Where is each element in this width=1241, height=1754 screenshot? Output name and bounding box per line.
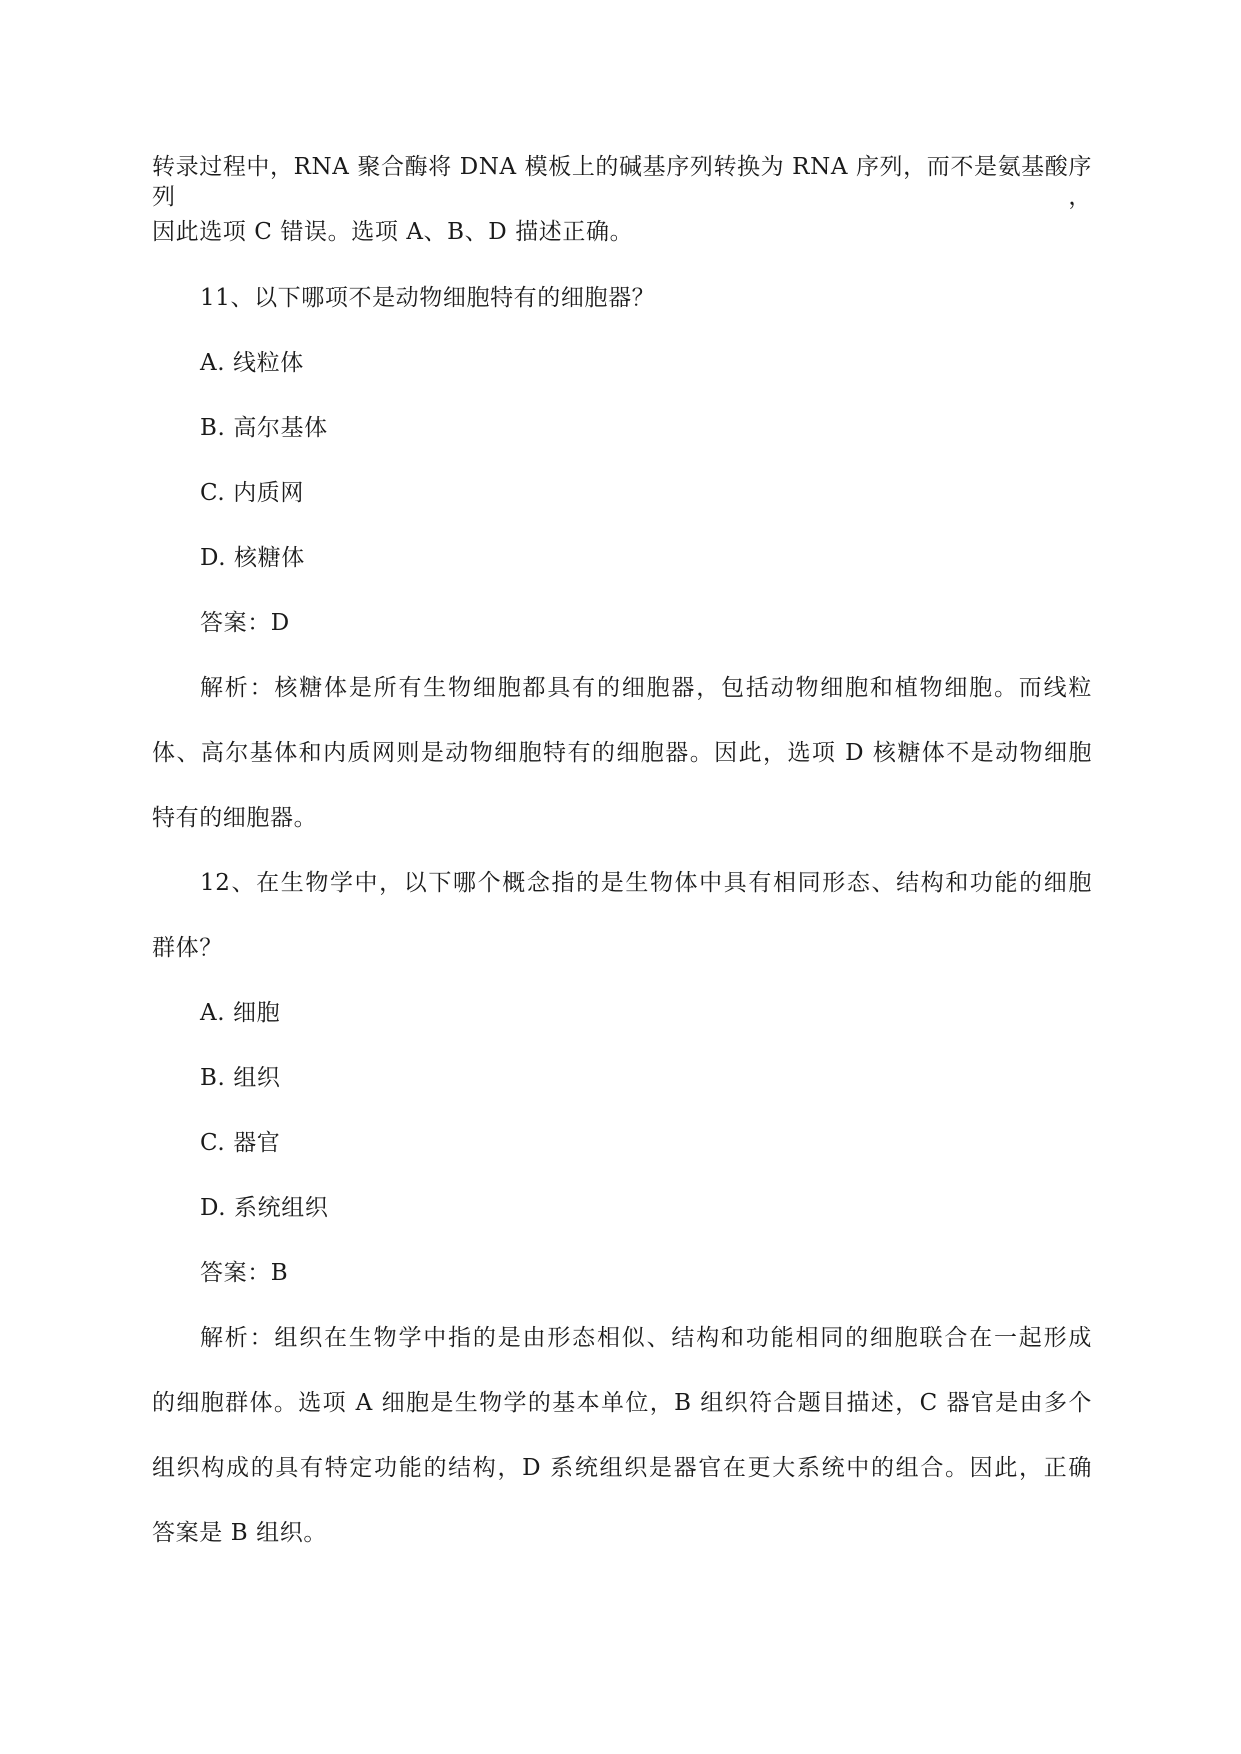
q12-option-d: D. 系统组织 — [200, 1195, 329, 1221]
q12-answer: 答案：B — [200, 1260, 289, 1286]
q12-option-b: B. 组织 — [200, 1065, 281, 1091]
prev-explanation-line-2: 因此选项 C 错误。选项 A、B、D 描述正确。 — [152, 219, 634, 245]
question-12-line-2: 群体？ — [152, 935, 223, 961]
q11-option-d: D. 核糖体 — [200, 545, 305, 571]
q11-option-b: B. 高尔基体 — [200, 415, 328, 441]
q11-explanation-line-3: 特有的细胞器。 — [152, 805, 318, 831]
q12-explanation-line-4: 答案是 B 组织。 — [152, 1520, 327, 1546]
q11-explanation-line-2: 体、高尔基体和内质网则是动物细胞特有的细胞器。因此，选项 D 核糖体不是动物细胞 — [152, 740, 1092, 766]
q12-option-a: A. 细胞 — [200, 1000, 281, 1026]
q12-explanation-line-3: 组织构成的具有特定功能的结构，D 系统组织是器官在更大系统中的组合。因此，正确 — [152, 1455, 1092, 1481]
q11-option-c: C. 内质网 — [200, 480, 305, 506]
q11-answer: 答案：D — [200, 610, 290, 636]
q12-option-c: C. 器官 — [200, 1130, 281, 1156]
q11-explanation-line-1: 解析：核糖体是所有生物细胞都具有的细胞器，包括动物细胞和植物细胞。而线粒 — [200, 675, 1092, 701]
question-12-line-1: 12、在生物学中，以下哪个概念指的是生物体中具有相同形态、结构和功能的细胞 — [200, 870, 1092, 896]
q12-explanation-line-1: 解析：组织在生物学中指的是由形态相似、结构和功能相同的细胞联合在一起形成 — [200, 1325, 1092, 1351]
question-11: 11、以下哪项不是动物细胞特有的细胞器？ — [200, 285, 656, 311]
q12-explanation-line-2: 的细胞群体。选项 A 细胞是生物学的基本单位，B 组织符合题目描述，C 器官是由多个 — [152, 1390, 1092, 1416]
q11-option-a: A. 线粒体 — [200, 350, 304, 376]
prev-explanation-line-1: 转录过程中，RNA 聚合酶将 DNA 模板上的碱基序列转换为 RNA 序列，而不是氨基酸序列， — [152, 154, 1092, 210]
